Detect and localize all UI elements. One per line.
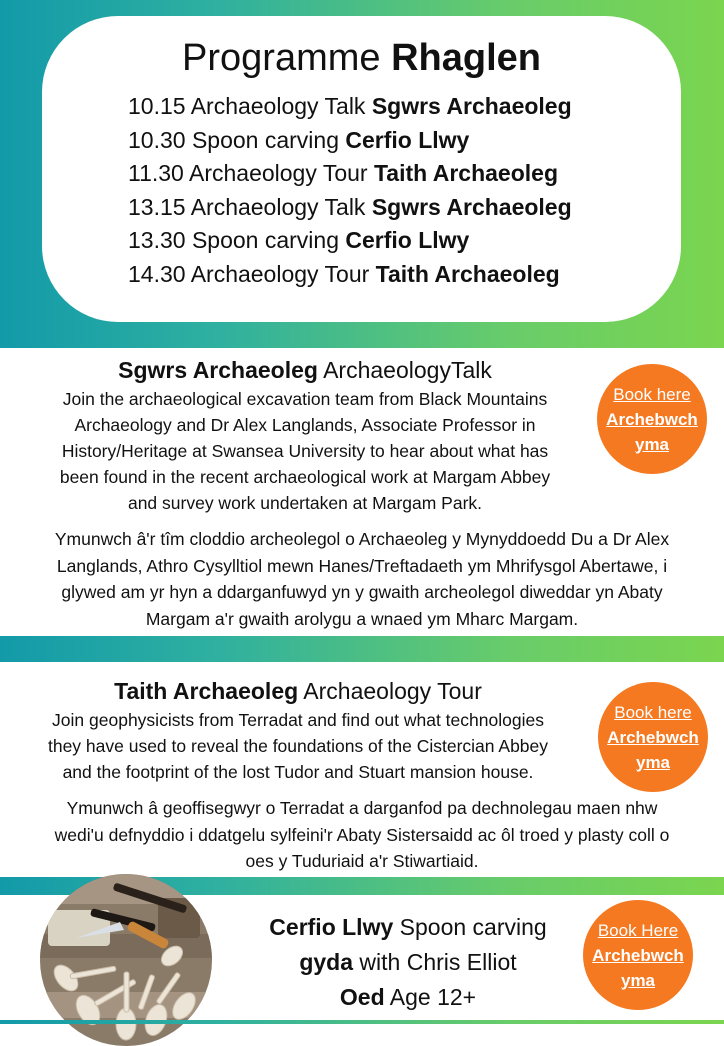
programme-activity-en: Archaeology Tour — [190, 260, 370, 287]
tour-description-en — [0, 707, 596, 785]
archebwch-link[interactable]: Archebwch — [592, 945, 684, 965]
text-line: Archaeology and Dr Alex Langlands, Associate Professor in — [74, 415, 536, 435]
programme-activity-en: Archaeology Talk — [190, 93, 366, 119]
text-line: and the footprint of the lost Tudor and Stuart mansion house. — [62, 762, 534, 782]
yma-link[interactable]: yma — [634, 434, 670, 454]
yma-link[interactable]: yma — [635, 752, 671, 772]
divider-band — [0, 636, 724, 662]
programme-time: 10.30 — [128, 126, 186, 153]
text-line: been found in the recent archaeological work at Margam Abbey — [59, 467, 551, 487]
text-line: History/Heritage at Swansea University to hear about what has — [61, 441, 549, 461]
talk-title — [0, 356, 610, 384]
text-line: Ymunwch â geoffisegwyr o Terradat a darganfod pa dechnolegau maen nhw — [66, 798, 658, 818]
programme-activity-cy: Taith Archaeoleg — [375, 260, 560, 287]
spoon-with-cy: gyda — [299, 949, 354, 975]
text-line: they have used to reveal the foundations of the Cistercian Abbey — [47, 736, 549, 756]
programme-activity-en: Archaeology Tour — [188, 160, 368, 187]
spoon-title-cy: Cerfio Llwy — [269, 914, 394, 940]
spoon-with-en: with Chris Elliot — [359, 949, 517, 975]
programme-title-en: Programme — [182, 37, 381, 79]
programme-time: 14.30 — [128, 260, 186, 287]
programme-time: 10.15 — [128, 93, 186, 119]
tour-title-en: Archaeology Tour — [303, 678, 482, 704]
talk-title-en: ArchaeologyTalk — [323, 357, 492, 383]
programme-activity-cy: Sgwrs Archaeoleg — [371, 93, 572, 119]
programme-activity-en: Spoon carving — [191, 126, 339, 153]
text-line: Ymunwch â'r tîm cloddio archeolegol o Archaeoleg y Mynyddoedd Du a Dr Alex — [54, 529, 670, 549]
programme-time: 13.30 — [128, 227, 186, 254]
programme-list — [128, 90, 572, 292]
text-line: and survey work undertaken at Margam Park. — [127, 493, 483, 513]
tour-description-cy — [10, 795, 714, 875]
programme-card — [42, 16, 681, 322]
programme-activity-cy: Sgwrs Archaeoleg — [371, 193, 572, 220]
book-here-link[interactable]: Book Here — [597, 920, 679, 940]
programme-item — [128, 224, 572, 258]
text-line: glywed am yr hyn a ddarganfuwyd yn y gwaith archeolegol diweddar yn Abaty — [61, 582, 663, 602]
programme-time: 13.15 — [128, 193, 186, 220]
text-line: Langlands, Athro Cysylltiol mewn Hanes/Treftadaeth ym Mhrifysgol Abertawe, i — [56, 555, 668, 576]
talk-description-cy — [10, 526, 714, 632]
programme-activity-cy: Cerfio Llwy — [345, 227, 470, 254]
programme-item — [128, 258, 572, 292]
spoon-instructor — [232, 945, 584, 980]
tour-title-cy: Taith Archaeoleg — [114, 678, 299, 704]
programme-activity-en: Archaeology Talk — [190, 193, 366, 220]
talk-description-en — [0, 386, 610, 516]
spoon-age-cy: Oed — [339, 984, 385, 1010]
programme-item — [128, 90, 572, 124]
talk-title-cy: Sgwrs Archaeoleg — [118, 357, 318, 383]
programme-activity-cy: Cerfio Llwy — [345, 126, 470, 153]
book-here-link[interactable]: Book here — [613, 384, 691, 404]
spoon-age — [232, 980, 584, 1015]
text-line: Join the archaeological excavation team from Black Mountains — [62, 389, 548, 409]
programme-activity-en: Spoon carving — [191, 227, 339, 254]
text-line: Join geophysicists from Terradat and find out what technologies — [52, 710, 544, 730]
spoon-carving-info — [232, 910, 584, 1015]
programme-time: 11.30 — [128, 160, 184, 187]
yma-link[interactable]: yma — [620, 970, 656, 990]
programme-title-cy: Rhaglen — [391, 37, 541, 79]
talk-book-button[interactable] — [597, 364, 707, 474]
archebwch-link[interactable]: Archebwch — [607, 727, 699, 747]
programme-item — [128, 124, 572, 158]
header-gradient-band — [0, 0, 724, 348]
tour-title — [0, 677, 596, 705]
spoon-age-en: Age 12+ — [389, 984, 477, 1010]
tour-book-button[interactable] — [598, 682, 708, 792]
spoon-book-button[interactable] — [583, 900, 693, 1010]
text-line: Margam a'r gwaith arolygu a wnaed ym Mharc Margam. — [145, 608, 579, 629]
footer-band — [0, 1020, 724, 1024]
spoon-title-en: Spoon carving — [399, 914, 547, 940]
programme-title — [42, 36, 681, 80]
text-line: wedi'u defnyddio i ddatgelu sylfeini'r Abaty Sistersaidd ac ôl troed y plasty coll o — [54, 824, 670, 845]
text-line: oes y Tuduriaid a'r Stiwartiaid. — [245, 851, 479, 871]
programme-item — [128, 157, 572, 191]
book-here-link[interactable]: Book here — [614, 702, 692, 722]
programme-activity-cy: Taith Archaeoleg — [373, 160, 558, 187]
archebwch-link[interactable]: Archebwch — [606, 409, 698, 429]
programme-item — [128, 191, 572, 225]
spoon-title — [232, 910, 584, 945]
